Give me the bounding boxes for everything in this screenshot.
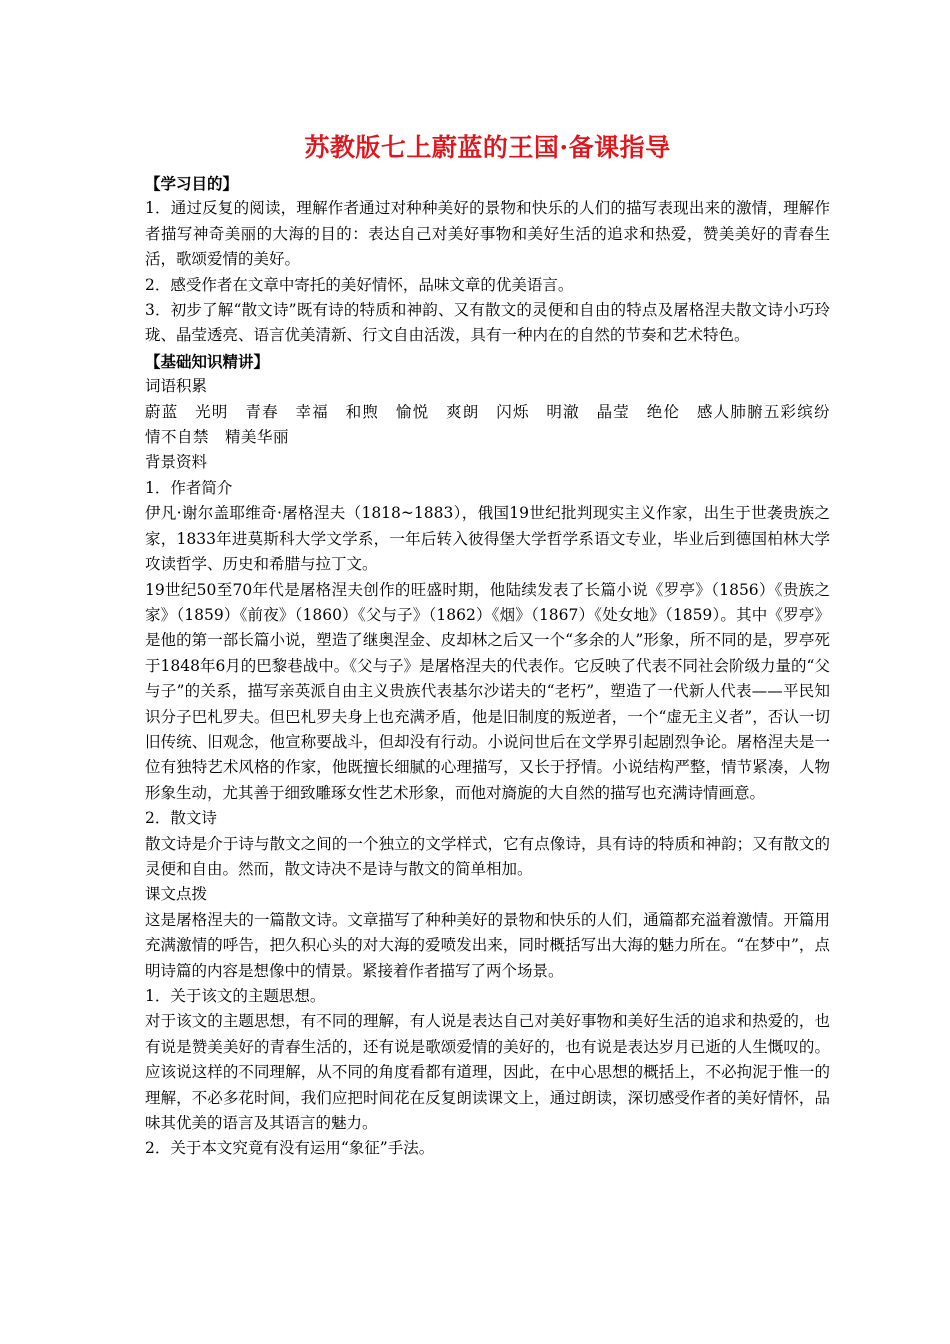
paragraph: 课文点拨 xyxy=(145,885,208,904)
page-title: 苏教版七上蔚蓝的王国·备课指导 xyxy=(304,133,671,162)
paragraph: 19世纪50至70年代是屠格涅夫创作的旺盛时期，他陆续发表了长篇小说《罗亭》（1856）《贵族之家》（1859）《前夜》（1860）《父与子》（1862）《烟》（1867）《处女地》（1859）。其中《罗亭》是他的第一部长篇小说，塑造了继奥涅金、皮却林之后又一个“多余的人”形象，所不同的是，罗亭死于1848年6月的巴黎巷战中。《父与子》是屠格涅夫的代表作。它反映了代表不同社会阶级力量的“父与子”的关系，描写亲英派自由主义贵族代表基尔沙诺夫的“老朽”，塑造了一代新人代表——平民知识分子巴札罗夫。但巴札罗夫身上也充满矛盾，他是旧制度的叛逆者，一个“虚无主义者”，否认一切旧传统、旧观念，他宣称要战斗，但却没有行动。小说问世后在文学界引起剧烈争论。屠格涅夫是一位有独特艺术风格的作家，他既擅长细腻的心理描写，又长于抒情。小说结构严整，情节紧凑，人物形象生动，尤其善于细致雕琢女性艺术形象，而他对旖旎的大自然的描写也充满诗情画意。 xyxy=(145,580,830,802)
paragraph: 散文诗是介于诗与散文之间的一个独立的文学样式，它有点像诗，具有诗的特质和神韵；又有散文的灵便和自由。然而，散文诗决不是诗与散文的简单相加。 xyxy=(145,834,830,878)
paragraph: 对于该文的主题思想，有不同的理解，有人说是表达自己对美好事物和美好生活的追求和热爱的，也有说是赞美美好的青春生活的，还有说是歌颂爱情的美好的，也有说是表达岁月已逝的人生慨叹的。应该说这样的不同理解，从不同的角度看都有道理，因此，在中心思想的概括上，不必拘泥于惟一的理解，不必多花时间，我们应把时间花在反复朗读课文上，通过朗读，深切感受作者的美好情怀，品味其优美的语言及其语言的魅力。 xyxy=(145,1012,830,1133)
section-heading: 【基础知识精讲】 xyxy=(145,351,270,371)
paragraph: 背景资料 xyxy=(145,453,208,472)
paragraph: 2．感受作者在文章中寄托的美好情怀，品味文章的优美语言。 xyxy=(145,275,574,294)
paragraph: 3．初步了解“散文诗”既有诗的特质和神韵、又有散文的灵便和自由的特点及屠格涅夫散文诗小巧玲珑、晶莹透亮、语言优美清新、行文自由活泼，具有一种内在的自然的节奏和艺术特色。 xyxy=(145,301,830,345)
paragraph: 词语积累 xyxy=(145,377,208,396)
paragraph: 1．关于该文的主题思想。 xyxy=(145,987,326,1005)
section-heading: 【学习目的】 xyxy=(145,174,239,193)
paragraph: 这是屠格涅夫的一篇散文诗。文章描写了种种美好的景物和快乐的人们，通篇都充溢着激情。开篇用充满激情的呼告，把久积心头的对大海的爱喷发出来，同时概括写出大海的魅力所在。“在梦中”，点明诗篇的内容是想像中的情景。紧接着作者描写了两个场景。 xyxy=(145,910,830,980)
paragraph: 伊凡·谢尔盖耶维奇·屠格涅夫（1818~1883），俄国19世纪批判现实主义作家，出生于世袭贵族之家，1833年进莫斯科大学文学系，一年后转入彼得堡大学哲学系语文专业，毕业后到德国柏林大学攻读哲学、历史和希腊与拉丁文。 xyxy=(145,504,830,574)
paragraph: 1．作者简介 xyxy=(145,478,233,497)
paragraph: 2．关于本文究竟有没有运用“象征”手法。 xyxy=(145,1139,435,1158)
paragraph: 2．散文诗 xyxy=(145,809,217,828)
vocabulary-list: 蔚蓝 光明 青春 幸福 和煦 愉悦 爽朗 闪烁 明澈 晶莹 绝伦 感人肺腑五彩缤纷 情不自禁 精美华丽 xyxy=(145,402,847,447)
paragraph: 1．通过反复的阅读，理解作者通过对种种美好的景物和快乐的人们的描写表现出来的激情，理解作者描写神奇美丽的大海的目的：表达自己对美好事物和美好生活的追求和热爱，赞美美好的青春生活，歌颂爱情的美好。 xyxy=(145,199,830,269)
document-body xyxy=(145,171,847,1162)
